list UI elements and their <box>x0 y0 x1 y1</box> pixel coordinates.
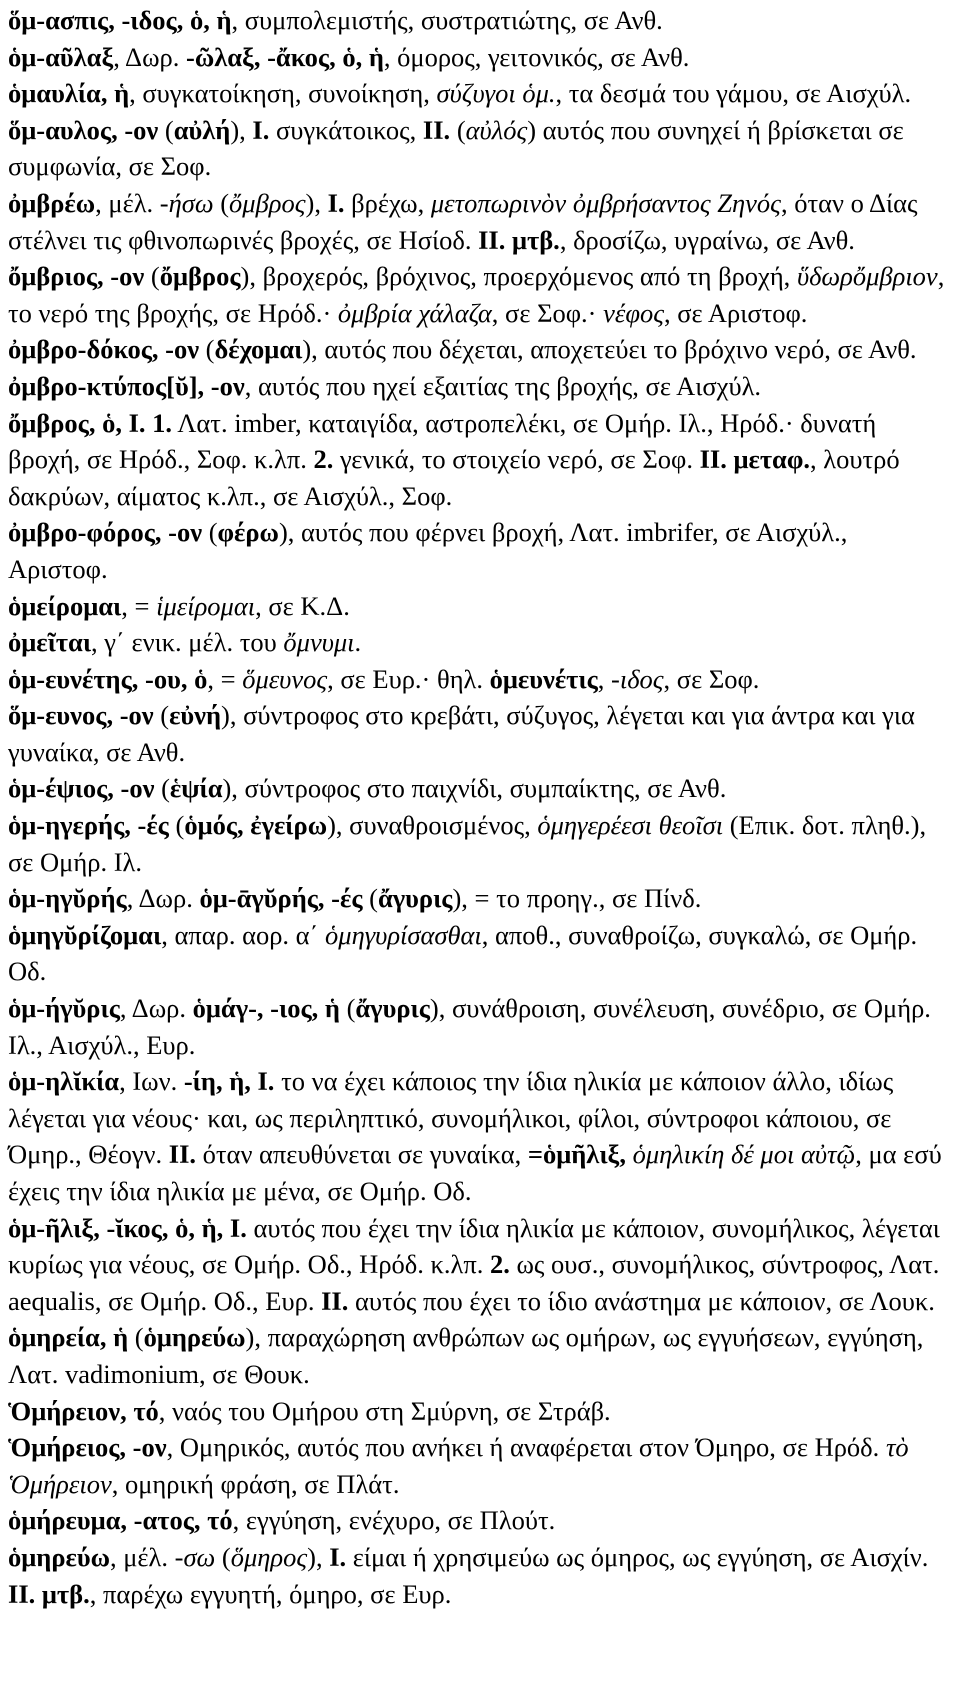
entry-headword: ὁμάγ-, -ιος, ἡ <box>192 993 340 1024</box>
entry-text: , μα εσύ έχεις την ίδια ηλικία με μένα, σε Ομήρ. Οδ. <box>8 1139 942 1206</box>
entry-citation: ὅμηρος <box>230 1541 308 1572</box>
entry-text: , = <box>207 663 243 694</box>
entry-text: , το νερό της βροχής, σε Ηρόδ.· <box>8 261 945 328</box>
entry-text: (Επικ. δοτ. πληθ.), σε Ομήρ. Ιλ. <box>8 810 927 877</box>
dictionary-entry <box>8 661 952 698</box>
entry-list <box>8 2 952 1612</box>
entry-text: ( <box>153 700 170 731</box>
dictionary-entry <box>8 1539 952 1612</box>
entry-headword: ΙΙ. <box>321 1285 349 1316</box>
dictionary-entry <box>8 1210 952 1320</box>
entry-headword: ὅμ-αυλος, -ον <box>8 114 159 145</box>
entry-text <box>505 225 512 255</box>
entry-citation: ὄμβρος <box>229 187 306 218</box>
entry-text: , απαρ. αορ. α΄ <box>161 919 326 950</box>
entry-text: ( <box>215 1541 231 1572</box>
entry-text: Λατ. imber, καταιγίδα, αστροπελέκι, σε Ομήρ. Ιλ., Ηρόδ.· δυνατή βροχή, σε Ηρόδ., Σοφ. κ.λπ. <box>8 407 877 475</box>
entry-headword: Ι. <box>327 187 345 218</box>
entry-text: , Δωρ. <box>126 883 200 914</box>
entry-text: , μέλ. <box>109 1541 175 1572</box>
dictionary-entry <box>8 770 952 807</box>
entry-headword: εὐνή <box>169 700 222 731</box>
entry-text: ), βροχερός, βρόχινος, προερχόμενος από τη βροχή, <box>240 261 797 292</box>
dictionary-entry <box>8 807 952 880</box>
entry-headword: ΙΙ. <box>699 444 727 475</box>
entry-citation: ὅμευνος <box>242 663 328 694</box>
entry-headword: φέρω <box>217 517 279 548</box>
entry-text: ), <box>230 114 253 145</box>
entry-headword: =ὁμῆλιξ, <box>527 1139 626 1170</box>
entry-text: βρέχω, <box>344 187 431 218</box>
entry-headword: ὁμ-ᾱγῠρής, -ές <box>199 883 363 914</box>
dictionary-entry <box>8 1502 952 1539</box>
entry-text: ( <box>144 261 160 292</box>
entry-citation: ἱμείρομαι <box>156 590 256 621</box>
dictionary-entry <box>8 514 952 587</box>
entry-text: είμαι ή χρησιμεύω ως όμηρος, ως εγγύηση, σε Αισχίν. <box>346 1541 929 1572</box>
entry-text: , εγγύηση, ενέχυρο, σε Πλούτ. <box>232 1505 556 1536</box>
entry-text: , Ιων. <box>119 1066 184 1097</box>
dictionary-entry <box>8 1063 952 1209</box>
dictionary-entry <box>8 697 952 770</box>
entry-text: ) αυτός που συνηχεί ή βρίσκεται σε συμφωνία, σε Σοφ. <box>8 114 904 182</box>
entry-text: , αυτός που ηχεί εξαιτίας της βροχής, σε Αισχύλ. <box>244 370 762 401</box>
dictionary-entry <box>8 75 952 112</box>
entry-headword: ΙΙ. <box>8 1578 36 1609</box>
entry-headword: ὅμ-ευνος, -ον <box>8 700 154 731</box>
entry-headword: δέχομαι <box>214 334 303 365</box>
entry-text: , λουτρό δακρύων, αίματος κ.λπ., σε Αισχύλ., Σοφ. <box>8 444 900 511</box>
entry-headword: ὁμείρομαι <box>8 590 122 621</box>
entry-headword: μτβ. <box>41 1578 90 1609</box>
entry-headword: 2. <box>313 444 334 475</box>
entry-text: , όμορος, γειτονικός, σε Ανθ. <box>383 41 690 72</box>
entry-text: , Ομηρικός, αυτός που ανήκει ή αναφέρεται στον Όμηρο, σε Ηρόδ. <box>166 1432 886 1463</box>
entry-text: ( <box>362 883 378 914</box>
entry-text <box>35 1579 42 1609</box>
entry-headword: ὅμ-ασπις, -ιδος, ὁ, ἡ <box>8 5 232 35</box>
entry-headword: ὁμηρεύω <box>8 1541 110 1572</box>
entry-headword: ὄμβρος, ὁ, Ι. 1. <box>8 407 173 438</box>
entry-text: ), αυτός που φέρνει βροχή, Λατ. imbrifer, σε Αισχύλ., Αριστοφ. <box>8 517 848 584</box>
entry-headword: αὐλή <box>173 114 231 145</box>
entry-text: , σε Ευρ.· θηλ. <box>327 663 490 694</box>
entry-text: όταν απευθύνεται σε γυναίκα, <box>196 1139 528 1170</box>
entry-headword: ὁμηρεύω <box>143 1322 246 1353</box>
entry-text: , συμπολεμιστής, συστρατιώτης, σε Ανθ. <box>231 5 663 35</box>
entry-text: , = <box>121 590 157 621</box>
dictionary-entry <box>8 1393 952 1430</box>
entry-citation: -σω <box>174 1541 216 1572</box>
entry-headword: -ίη, ἡ, Ι. <box>183 1066 275 1097</box>
dictionary-entry <box>8 405 952 515</box>
entry-citation: μετοπωρινὸν ὀμβρήσαντος Ζηνός <box>430 187 781 218</box>
entry-text: ), παραχώρηση ανθρώπων ως ομήρων, ως εγγυήσεων, εγγύηση, Λατ. vadimonium, σε Θουκ. <box>8 1322 924 1389</box>
entry-text: ( <box>339 993 356 1024</box>
entry-text: ), = το προηγ., σε Πίνδ. <box>452 883 702 914</box>
entry-citation: αὐλός <box>465 114 528 145</box>
entry-headword: ὁμ-ευνέτης, -ου, ὁ <box>8 663 208 694</box>
entry-headword: ὁμ-ηγῠρής <box>8 883 127 914</box>
entry-text: ( <box>199 334 215 365</box>
entry-text: , ομηρική φράση, σε Πλάτ. <box>111 1468 400 1499</box>
entry-citation: νέφος <box>603 297 665 328</box>
entry-headword: ὄμβρος <box>159 261 241 292</box>
entry-text: , Δωρ. <box>113 41 187 72</box>
entry-text <box>626 1139 633 1169</box>
dictionary-entry <box>8 112 952 185</box>
entry-text: , όταν ο Δίας στέλνει τις φθινοπωρινές βροχές, σε Ησίοδ. <box>8 187 918 255</box>
entry-text: , σε Σοφ.· <box>491 297 604 328</box>
entry-text: ( <box>158 114 174 145</box>
entry-text: συγκάτοικος, <box>269 114 423 145</box>
entry-text: , παρέχω εγγυητή, όμηρο, σε Ευρ. <box>89 1578 452 1609</box>
dictionary-entry <box>8 990 952 1063</box>
entry-citation: ὁμηλικίη δέ μοι αὐτῷ <box>632 1139 856 1170</box>
entry-headword: ΙΙ. <box>168 1139 197 1170</box>
entry-headword: μεταφ. <box>733 444 810 475</box>
dictionary-entry <box>8 185 952 258</box>
entry-headword: ὁμός, ἐγείρω <box>184 810 328 841</box>
entry-headword: ἑψία <box>169 773 223 804</box>
entry-text: , αποθ., συναθροίζω, συγκαλώ, σε Ομήρ. Οδ. <box>8 919 918 987</box>
dictionary-entry <box>8 39 952 76</box>
entry-headword: ὁμ-αῦλαξ <box>8 41 114 72</box>
entry-text: , συγκατοίκηση, συνοίκηση, <box>129 78 437 109</box>
entry-headword: ὁμευνέτις <box>489 663 598 694</box>
entry-headword: ἄγυρις <box>377 883 453 914</box>
dictionary-entry <box>8 624 952 661</box>
entry-headword: ΙΙ. <box>478 224 506 255</box>
entry-headword: Ι. <box>329 1541 347 1572</box>
entry-headword: ὁμαυλία, ἡ <box>8 78 130 109</box>
entry-citation: ὄμνυμι <box>283 627 355 658</box>
entry-text: ως ουσ., συνομήλικος, σύντροφος, Λατ. aequalis, σε Ομήρ. Οδ., Ευρ. <box>8 1249 940 1316</box>
entry-citation: -ήσω <box>159 187 214 218</box>
entry-text: ( <box>128 1322 144 1353</box>
entry-headword: ὄμβριος, -ον <box>8 261 145 292</box>
dictionary-entry <box>8 331 952 368</box>
entry-text: , <box>597 663 612 694</box>
entry-citation: ὕδωρὄμβριον <box>796 261 938 292</box>
entry-headword: ΙΙ. <box>422 114 451 145</box>
entry-headword: ὀμβρο-κτύπος[ῠ], -ον <box>8 370 245 401</box>
entry-text: , σε Σοφ. <box>663 663 760 694</box>
entry-headword: Ι. <box>252 114 270 145</box>
entry-headword: ὀμβρέω <box>8 187 96 218</box>
entry-headword: ὁμ-ηγερής, -ές <box>8 810 169 841</box>
entry-text: ( <box>450 114 466 145</box>
entry-text: ( <box>213 187 230 218</box>
entry-citation: -ιδος <box>611 663 664 694</box>
entry-text: , σε Κ.Δ. <box>255 590 350 621</box>
entry-text: γενικά, το στοιχείο νερό, σε Σοφ. <box>333 444 700 475</box>
entry-headword: ὁμήρευμα, -ατος, τό <box>8 1505 233 1536</box>
entry-text: αυτός που έχει την ίδια ηλικία με κάποιον, συνομήλικος, λέγεται κυρίως για νέους, σε Ομήρ. Οδ., Ηρόδ. κ.λπ. <box>8 1212 940 1280</box>
entry-text: ), συναθροισμένος, <box>327 810 538 841</box>
entry-headword: Ὁμήρειος, -ον <box>8 1432 167 1463</box>
dictionary-entry <box>8 368 952 405</box>
entry-text: , τα δεσμά του γάμου, σε Αισχύλ. <box>555 78 912 109</box>
entry-citation: τὸ Ὁμήρειον <box>8 1432 909 1499</box>
entry-text: ), αυτός που δέχεται, αποχετεύει το βρόχινο νερό, σε Ανθ. <box>302 334 917 365</box>
entry-text: , μέλ. <box>95 187 160 218</box>
entry-text: ), <box>305 187 328 218</box>
entry-text: ), σύντροφος στο κρεβάτι, σύζυγος, λέγεται και για άντρα και για γυναίκα, σε Ανθ. <box>8 700 915 767</box>
dictionary-entry <box>8 588 952 625</box>
entry-text: ), συνάθροιση, συνέλευση, συνέδριο, σε Ομήρ. Ιλ., Αισχύλ., Ευρ. <box>8 993 931 1060</box>
entry-text: ( <box>168 810 185 841</box>
entry-citation: ὀμβρία χάλαζα <box>337 297 492 328</box>
entry-headword: ὁμηρεία, ἡ <box>8 1322 129 1353</box>
entry-headword: ὁμ-έψιος, -ον <box>8 773 155 804</box>
entry-headword: ὀμβρο-φόρος, -ον <box>8 517 203 548</box>
entry-text: ( <box>154 773 170 804</box>
entry-text: , ναός του Ομήρου στη Σμύρνη, σε Στράβ. <box>158 1395 611 1426</box>
entry-headword: ὁμηγῠρίζομαι <box>8 919 162 950</box>
dictionary-entry <box>8 258 952 331</box>
dictionary-entry <box>8 880 952 917</box>
entry-headword: -ῶλαξ, -ἄκος, ὁ, ἡ <box>186 41 384 72</box>
entry-text: το να έχει κάποιος την ίδια ηλικία με κάποιον άλλο, ιδίως λέγεται για νέους· και, ως περιληπτικό, συνομήλικοι, φίλοι, σύντροφοι κάποιου, σε Όμηρ., Θέογν. <box>8 1066 894 1170</box>
entry-headword: Ὁμήρειον, τό <box>8 1395 159 1426</box>
entry-headword: 2. <box>489 1249 510 1280</box>
entry-text: ), <box>307 1541 330 1572</box>
entry-headword: ὁμ-ῆλιξ, -ῐκος, ὁ, ἡ, Ι. <box>8 1212 247 1243</box>
entry-headword: μτβ. <box>511 224 560 255</box>
dictionary-entry <box>8 1429 952 1502</box>
entry-text: ( <box>202 517 218 548</box>
entry-headword: ἄγυρις <box>355 993 430 1024</box>
dictionary-entry <box>8 917 952 990</box>
entry-text: , δροσίζω, υγραίνω, σε Ανθ. <box>559 224 855 255</box>
entry-headword: ὁμ-ήγῠρις <box>8 993 120 1024</box>
dictionary-entry <box>8 2 952 39</box>
entry-text: . <box>354 627 362 658</box>
entry-text: , γ΄ ενικ. μέλ. του <box>91 627 284 658</box>
entry-citation: ὁμηγυρίσασθαι <box>325 919 482 950</box>
dictionary-entry <box>8 1319 952 1392</box>
entry-headword: ὀμεῖται <box>8 627 92 658</box>
entry-text: , Δωρ. <box>119 993 193 1024</box>
entry-text: αυτός που έχει το ίδιο ανάστημα με κάποιον, σε Λουκ. <box>348 1285 935 1316</box>
entry-citation: σύζυγοι ὁμ. <box>436 78 556 109</box>
entry-text: ), σύντροφος στο παιχνίδι, συμπαίκτης, σε Ανθ. <box>222 773 727 804</box>
entry-citation: ὁμηγερέεσι θεοῖσι <box>537 810 724 841</box>
entry-headword: ὀμβρο-δόκος, -ον <box>8 334 200 365</box>
entry-text: , σε Αριστοφ. <box>664 297 808 328</box>
entry-headword: ὁμ-ηλῐκία <box>8 1066 120 1097</box>
